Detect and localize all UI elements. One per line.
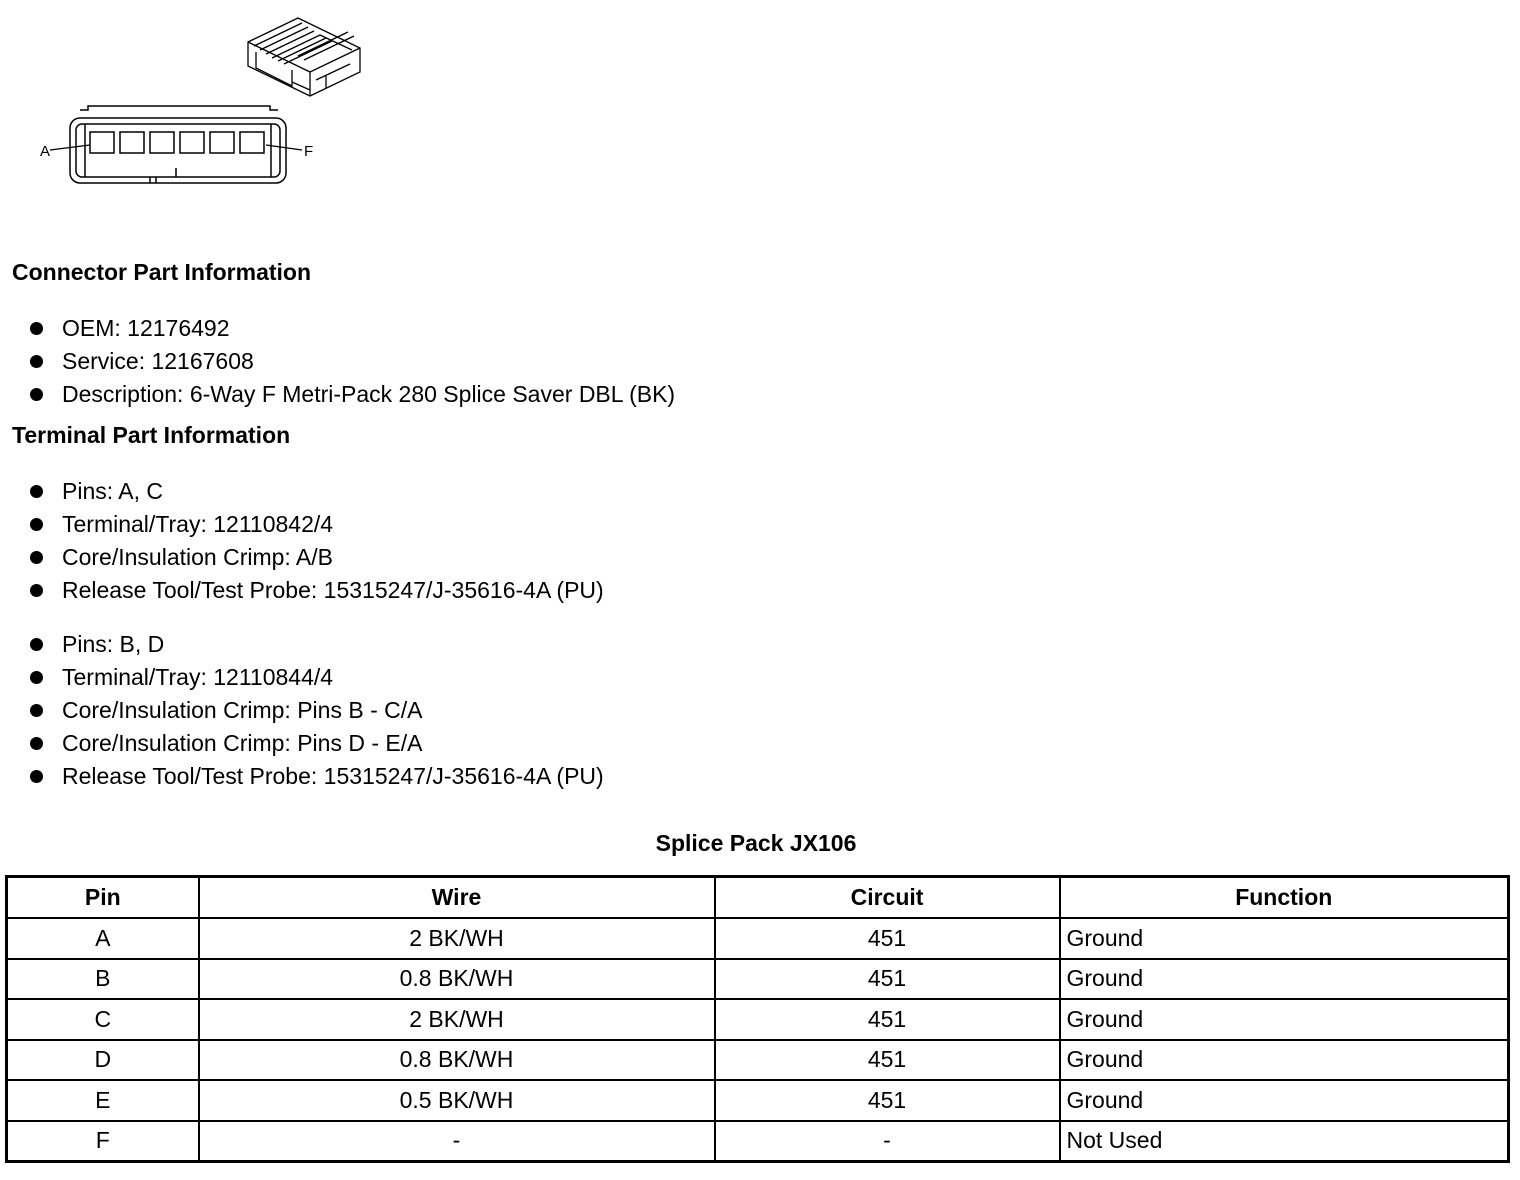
list-item: Pins: A, C bbox=[0, 475, 604, 508]
callout-right-label: F bbox=[304, 143, 314, 160]
wire-cell: - bbox=[199, 1121, 715, 1162]
circuit-cell: 451 bbox=[715, 959, 1060, 1000]
table-row bbox=[7, 918, 1509, 959]
pin-cell: D bbox=[7, 1040, 199, 1081]
function-cell: Ground bbox=[1060, 999, 1509, 1040]
table-title: Splice Pack JX106 bbox=[655, 830, 857, 856]
pin-cell: C bbox=[7, 999, 199, 1040]
terminal-group-1-list bbox=[0, 475, 604, 607]
bullet-icon bbox=[30, 671, 43, 684]
wire-cell: 0.5 BK/WH bbox=[199, 1080, 715, 1121]
bullet-icon bbox=[30, 322, 43, 335]
list-item: Description: 6-Way F Metri-Pack 280 Splice Saver DBL (BK) bbox=[0, 378, 675, 411]
column-header-pin: Pin bbox=[7, 877, 199, 919]
bullet-icon bbox=[30, 704, 43, 717]
bullet-icon bbox=[30, 355, 43, 368]
list-item: Release Tool/Test Probe: 15315247/J-35616-4A (PU) bbox=[0, 574, 604, 607]
bullet-icon bbox=[30, 551, 43, 564]
circuit-cell: 451 bbox=[715, 999, 1060, 1040]
function-cell: Not Used bbox=[1060, 1121, 1509, 1162]
wire-cell: 2 BK/WH bbox=[199, 918, 715, 959]
connector-illustration bbox=[30, 10, 370, 190]
table-row bbox=[7, 1080, 1509, 1121]
bullet-icon bbox=[30, 638, 43, 651]
table-header-row bbox=[7, 877, 1509, 919]
terminal-group-2-list bbox=[0, 628, 604, 793]
circuit-cell: 451 bbox=[715, 1080, 1060, 1121]
table-row bbox=[7, 999, 1509, 1040]
splice-pack-table bbox=[5, 875, 1510, 1163]
circuit-cell: - bbox=[715, 1121, 1060, 1162]
wire-cell: 0.8 BK/WH bbox=[199, 1040, 715, 1081]
pin-cell: B bbox=[7, 959, 199, 1000]
list-item: Terminal/Tray: 12110842/4 bbox=[0, 508, 604, 541]
pin-cell: F bbox=[7, 1121, 199, 1162]
column-header-function: Function bbox=[1060, 877, 1509, 919]
circuit-cell: 451 bbox=[715, 918, 1060, 959]
function-cell: Ground bbox=[1060, 1080, 1509, 1121]
connector-face-view bbox=[50, 106, 302, 183]
list-item: Release Tool/Test Probe: 15315247/J-35616-4A (PU) bbox=[0, 760, 604, 793]
callout-left-label: A bbox=[40, 143, 51, 160]
function-cell: Ground bbox=[1060, 959, 1509, 1000]
connector-part-info-list bbox=[0, 312, 675, 411]
column-header-wire: Wire bbox=[199, 877, 715, 919]
list-item: OEM: 12176492 bbox=[0, 312, 675, 345]
pin-cell: A bbox=[7, 918, 199, 959]
table-row bbox=[7, 1040, 1509, 1081]
list-item: Pins: B, D bbox=[0, 628, 604, 661]
terminal-part-info-heading: Terminal Part Information bbox=[12, 422, 291, 448]
list-item: Terminal/Tray: 12110844/4 bbox=[0, 661, 604, 694]
table-row bbox=[7, 1121, 1509, 1162]
circuit-cell: 451 bbox=[715, 1040, 1060, 1081]
wire-cell: 0.8 BK/WH bbox=[199, 959, 715, 1000]
bullet-icon bbox=[30, 770, 43, 783]
bullet-icon bbox=[30, 388, 43, 401]
bullet-icon bbox=[30, 485, 43, 498]
function-cell: Ground bbox=[1060, 918, 1509, 959]
pin-cell: E bbox=[7, 1080, 199, 1121]
bullet-icon bbox=[30, 518, 43, 531]
column-header-circuit: Circuit bbox=[715, 877, 1060, 919]
table-row bbox=[7, 959, 1509, 1000]
list-item: Core/Insulation Crimp: Pins D - E/A bbox=[0, 727, 604, 760]
list-item: Service: 12167608 bbox=[0, 345, 675, 378]
bullet-icon bbox=[30, 737, 43, 750]
list-item: Core/Insulation Crimp: Pins B - C/A bbox=[0, 694, 604, 727]
connector-part-info-heading: Connector Part Information bbox=[12, 259, 312, 285]
function-cell: Ground bbox=[1060, 1040, 1509, 1081]
bullet-icon bbox=[30, 584, 43, 597]
wire-cell: 2 BK/WH bbox=[199, 999, 715, 1040]
connector-isometric-view bbox=[248, 18, 360, 96]
list-item: Core/Insulation Crimp: A/B bbox=[0, 541, 604, 574]
